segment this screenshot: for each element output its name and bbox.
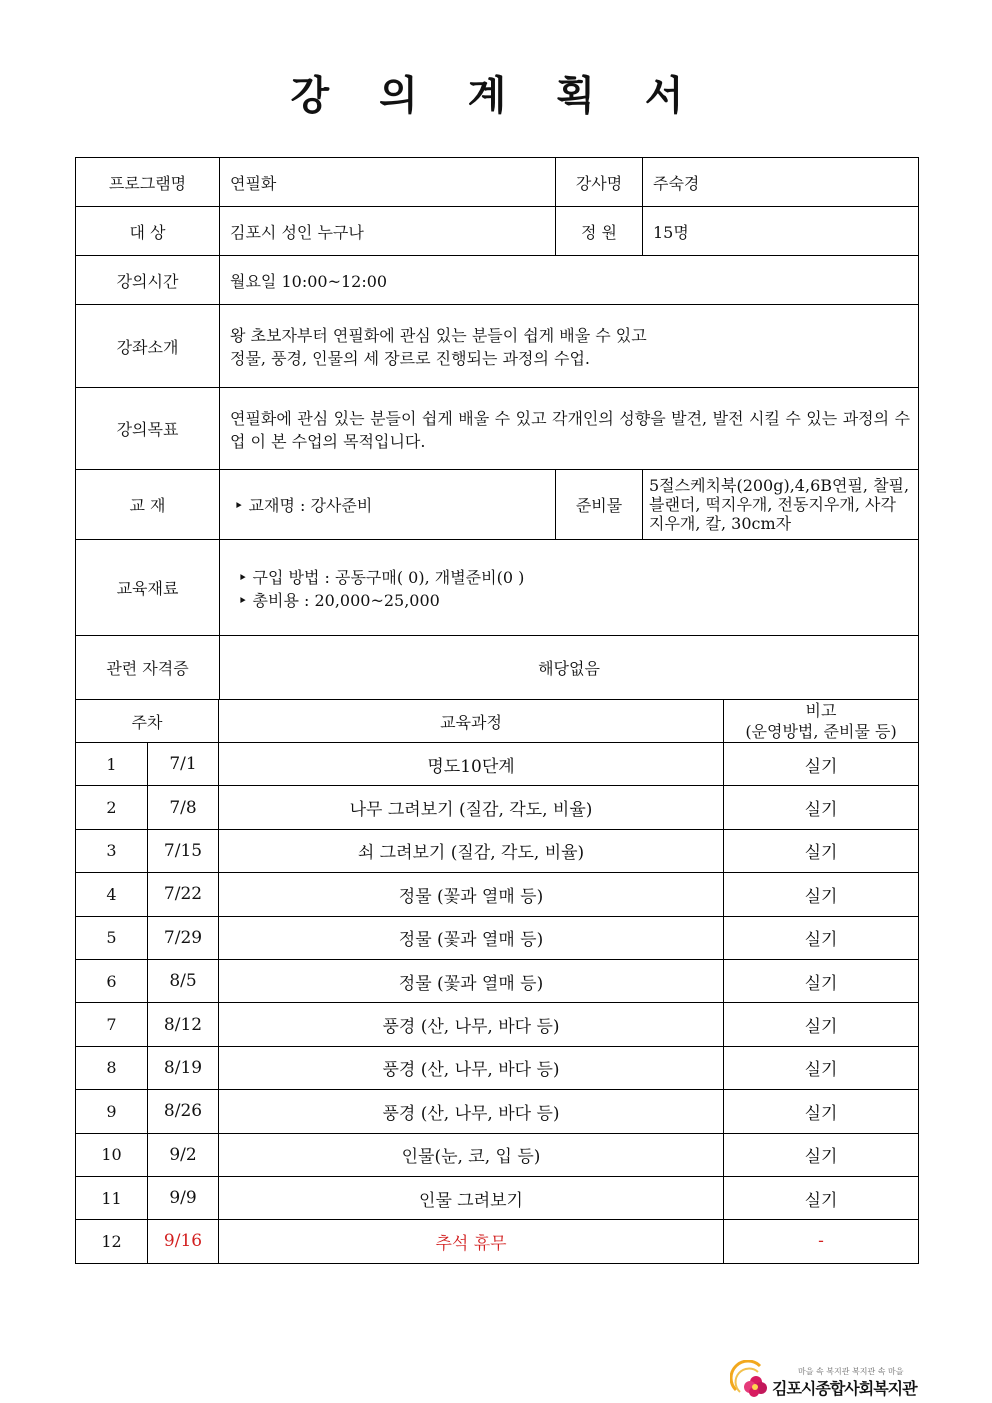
schedule-body	[76, 743, 919, 1264]
notes-header-line: (운영방법, 준비물 등)	[745, 722, 897, 741]
week-cell: 8	[76, 1046, 148, 1089]
date-cell: 8/5	[148, 959, 219, 1002]
materials-item: ‣ 총비용 : 20,000~25,000	[238, 588, 910, 611]
capacity-label: 정 원	[556, 207, 643, 256]
time-label: 강의시간	[76, 256, 220, 305]
date-cell: 7/1	[148, 743, 219, 786]
prep-label: 준비물	[556, 470, 643, 540]
date-cell: 8/12	[148, 1003, 219, 1046]
org-name: 김포시종합사회복지관	[772, 1379, 917, 1398]
program-label: 프로그램명	[76, 158, 220, 207]
note-cell: -	[724, 1220, 919, 1263]
schedule-row	[76, 916, 919, 959]
week-cell: 5	[76, 916, 148, 959]
program-value: 연필화	[220, 158, 556, 207]
note-cell: 실기	[724, 786, 919, 829]
textbook-label: 교 재	[76, 470, 220, 540]
org-slogan: 마을 속 복지관 복지관 속 마을	[798, 1367, 904, 1376]
course-cell: 정물 (꽃과 열매 등)	[219, 916, 724, 959]
note-cell: 실기	[724, 1176, 919, 1219]
note-cell: 실기	[724, 1003, 919, 1046]
date-cell: 9/9	[148, 1176, 219, 1219]
goal-label: 강의목표	[76, 388, 220, 470]
note-cell: 실기	[724, 829, 919, 872]
course-cell: 명도10단계	[219, 743, 724, 786]
note-cell: 실기	[724, 959, 919, 1002]
materials-value	[220, 540, 919, 636]
week-cell: 11	[76, 1176, 148, 1219]
date-cell: 8/19	[148, 1046, 219, 1089]
materials-label: 교육재료	[76, 540, 220, 636]
flower-logo-icon	[730, 1360, 770, 1398]
textbook-item: ‣ 교재명 : 강사준비	[234, 493, 547, 516]
course-cell: 정물 (꽃과 열매 등)	[219, 873, 724, 916]
schedule-row	[76, 1046, 919, 1089]
notes-header-line: 비고	[805, 701, 837, 720]
course-cell: 풍경 (산, 나무, 바다 등)	[219, 1003, 724, 1046]
capacity-value: 15명	[643, 207, 919, 256]
schedule-row	[76, 873, 919, 916]
week-cell: 2	[76, 786, 148, 829]
schedule-row	[76, 959, 919, 1002]
schedule-row	[76, 829, 919, 872]
textbook-value	[220, 470, 556, 540]
note-cell: 실기	[724, 1090, 919, 1133]
info-table	[75, 157, 919, 700]
materials-item: ‣ 구입 방법 : 공동구매( 0), 개별준비(0 )	[238, 565, 910, 588]
schedule-row	[76, 1133, 919, 1176]
schedule-row	[76, 1090, 919, 1133]
schedule-row	[76, 1176, 919, 1219]
date-cell: 7/29	[148, 916, 219, 959]
week-cell: 6	[76, 959, 148, 1002]
course-cell: 나무 그려보기 (질감, 각도, 비율)	[219, 786, 724, 829]
week-cell: 4	[76, 873, 148, 916]
schedule-row	[76, 1003, 919, 1046]
instructor-value: 주숙경	[643, 158, 919, 207]
goal-value: 연필화에 관심 있는 분들이 쉽게 배울 수 있고 각개인의 성향을 발견, 발전 시킬 수 있는 과정의 수업 이 본 수업의 목적입니다.	[220, 388, 919, 470]
week-cell: 9	[76, 1090, 148, 1133]
week-cell: 10	[76, 1133, 148, 1176]
course-cell: 풍경 (산, 나무, 바다 등)	[219, 1090, 724, 1133]
date-cell: 9/2	[148, 1133, 219, 1176]
course-cell: 정물 (꽃과 열매 등)	[219, 959, 724, 1002]
schedule-row	[76, 786, 919, 829]
course-cell: 쇠 그려보기 (질감, 각도, 비율)	[219, 829, 724, 872]
schedule-table	[75, 699, 919, 1264]
date-cell: 7/22	[148, 873, 219, 916]
intro-line: 왕 초보자부터 연필화에 관심 있는 분들이 쉽게 배울 수 있고	[230, 326, 647, 345]
notes-header	[724, 700, 919, 743]
date-cell: 7/8	[148, 786, 219, 829]
schedule-row	[76, 743, 919, 786]
target-label: 대 상	[76, 207, 220, 256]
cert-label: 관련 자격증	[76, 636, 220, 700]
note-cell: 실기	[724, 1133, 919, 1176]
course-cell: 인물(눈, 코, 입 등)	[219, 1133, 724, 1176]
course-cell: 인물 그려보기	[219, 1176, 724, 1219]
week-cell: 7	[76, 1003, 148, 1046]
course-cell: 추석 휴무	[219, 1220, 724, 1263]
course-cell: 풍경 (산, 나무, 바다 등)	[219, 1046, 724, 1089]
instructor-label: 강사명	[556, 158, 643, 207]
date-cell: 8/26	[148, 1090, 219, 1133]
course-header: 교육과정	[219, 700, 724, 743]
cert-value: 해당없음	[220, 636, 919, 700]
note-cell: 실기	[724, 916, 919, 959]
week-cell: 1	[76, 743, 148, 786]
date-cell: 7/15	[148, 829, 219, 872]
time-value: 월요일 10:00~12:00	[220, 256, 919, 305]
note-cell: 실기	[724, 873, 919, 916]
week-cell: 12	[76, 1220, 148, 1263]
date-cell: 9/16	[148, 1220, 219, 1263]
note-cell: 실기	[724, 743, 919, 786]
intro-label: 강좌소개	[76, 305, 220, 388]
note-cell: 실기	[724, 1046, 919, 1089]
prep-value: 5절스케치북(200g),4,6B연필, 찰필, 블랜더, 떡지우개, 전동지우개, 사각지우개, 칼, 30cm자	[643, 470, 919, 540]
week-cell: 3	[76, 829, 148, 872]
intro-line: 정물, 풍경, 인물의 세 장르로 진행되는 과정의 수업.	[230, 349, 590, 368]
intro-value	[220, 305, 919, 388]
target-value: 김포시 성인 누구나	[220, 207, 556, 256]
document-title: 강 의 계 획 서	[290, 73, 702, 119]
week-header: 주차	[76, 700, 219, 743]
org-logo	[730, 1356, 930, 1400]
schedule-row	[76, 1220, 919, 1263]
